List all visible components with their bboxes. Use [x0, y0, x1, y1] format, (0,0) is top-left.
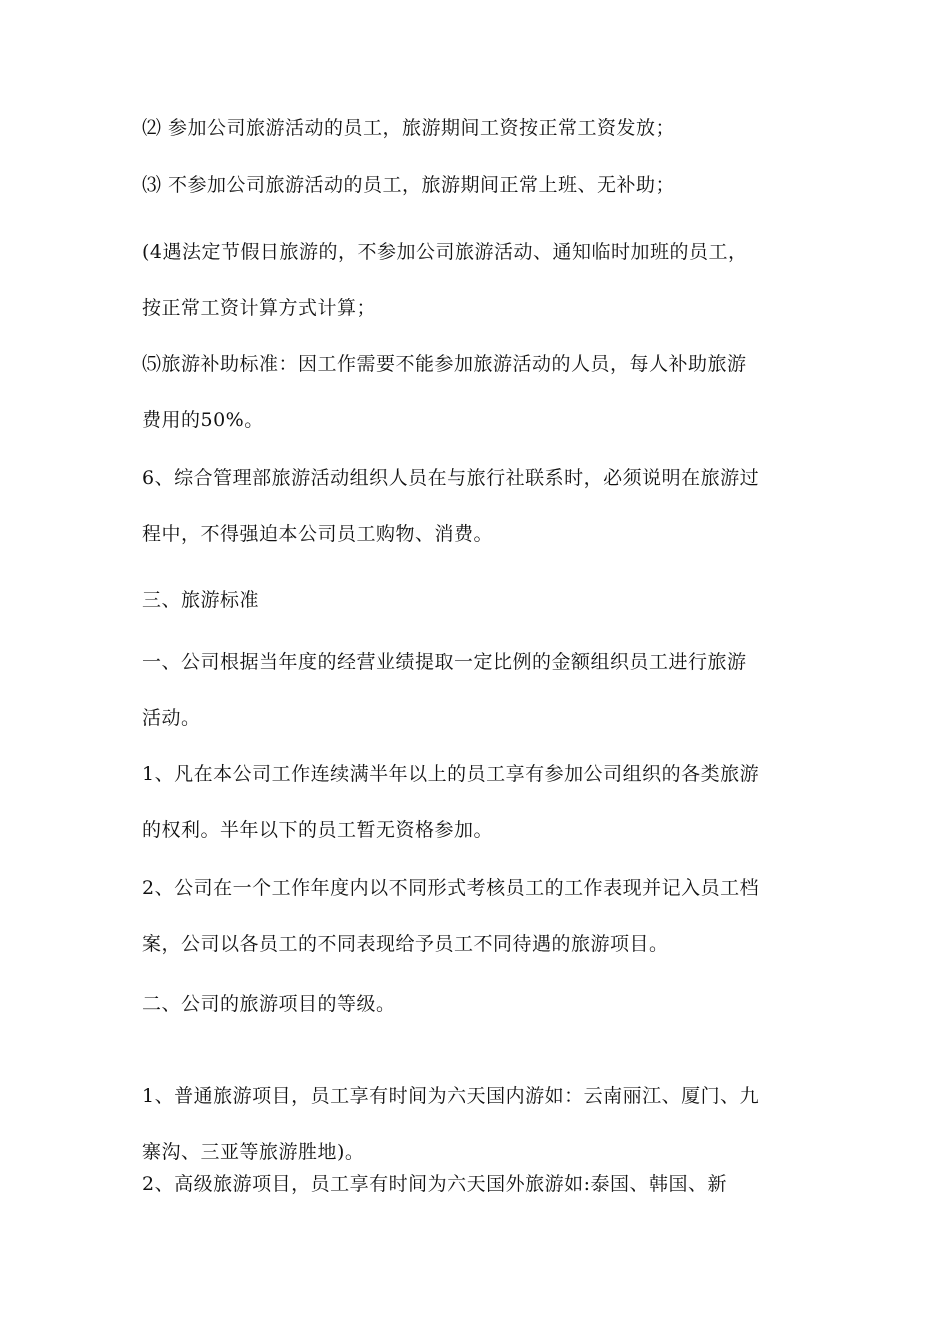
paragraph-standard-project: 1、普通旅游项目，员工享有时间为六天国内游如：云南丽江、厦门、九 寨沟、三亚等旅游胜地)。 — [142, 1085, 760, 1163]
paragraph-holiday-overtime: (4遇法定节假日旅游的，不参加公司旅游活动、通知临时加班的员工， 按正常工资计算方式计算； — [142, 241, 748, 319]
paragraph-assessment: 2、公司在一个工作年度内以不同形式考核员工的工作表现并记入员工档 案，公司以各员工的不同表现给予员工不同待遇的旅游项目。 — [142, 877, 760, 955]
section-heading-travel-standard: 三、旅游标准 — [142, 589, 260, 611]
paragraph-budget: 一、公司根据当年度的经营业绩提取一定比例的金额组织员工进行旅游 活动。 — [142, 651, 747, 729]
paragraph-non-participants: ⑶ 不参加公司旅游活动的员工，旅游期间正常上班、无补助； — [142, 174, 676, 196]
paragraph-eligibility: 1、凡在本公司工作连续满半年以上的员工享有参加公司组织的各类旅游 的权利。半年以下的员工暂无资格参加。 — [142, 763, 760, 841]
paragraph-salary-participants: ⑵ 参加公司旅游活动的员工，旅游期间工资按正常工资发放； — [142, 117, 676, 139]
paragraph-travel-agency-rule: 6、综合管理部旅游活动组织人员在与旅行社联系时，必须说明在旅游过 程中，不得强迫本公司员工购物、消费。 — [142, 467, 760, 545]
paragraph-subsidy-standard: ⑸旅游补助标准：因工作需要不能参加旅游活动的人员，每人补助旅游 费用的50%。 — [142, 353, 747, 431]
section-heading-project-levels: 二、公司的旅游项目的等级。 — [142, 993, 396, 1015]
paragraph-premium-project: 2、高级旅游项目，员工享有时间为六天国外旅游如:泰国、韩国、新 — [142, 1173, 727, 1195]
